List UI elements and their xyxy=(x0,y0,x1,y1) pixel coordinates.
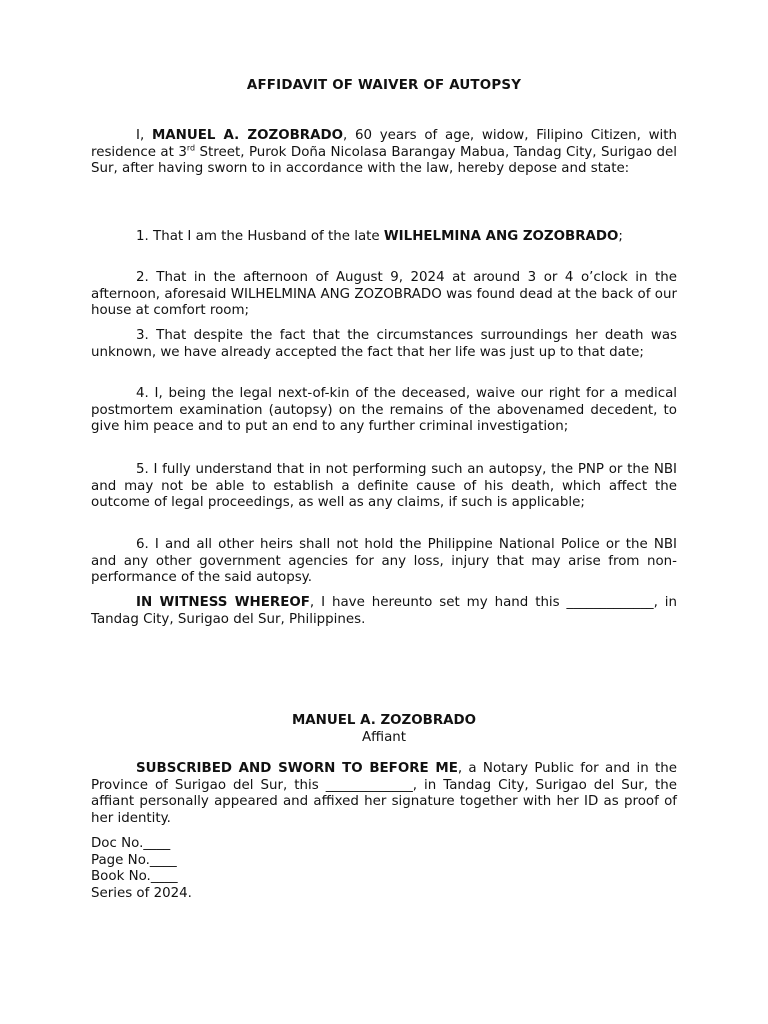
intro-text-1: I, xyxy=(136,128,152,143)
ordinal-superscript: rd xyxy=(186,143,196,153)
series-year: Series of 2024. xyxy=(91,886,192,902)
item-2: 2. That in the afternoon of August 9, 2024 at around 3 or 4 o’clock in the afternoon, aforesaid WILHELMINA ANG ZOZOBRADO was found dead at the back of our house at comfort room; xyxy=(91,270,677,319)
notarial-register xyxy=(91,836,192,903)
affiant-name-intro: MANUEL A. ZOZOBRADO xyxy=(151,128,343,143)
item-3: 3. That despite the fact that the circumstances surroundings her death was unknown, we have already accepted the fact that her life was just up to that date; xyxy=(91,328,677,360)
item-1-end: ; xyxy=(618,229,623,244)
jurat-paragraph xyxy=(91,761,677,827)
intro-text-3: Street, Purok Doña Nicolasa Barangay Mabua, Tandag City, Surigao del Sur, after having sworn to in accordance with the law, hereby depose and state: xyxy=(91,144,677,177)
item-4: 4. I, being the legal next-of-kin of the deceased, waive our right for a medical postmortem examination (autopsy) on the remains of the abovenamed decedent, to give him peace and to put an end to any further criminal investigation; xyxy=(91,386,677,435)
item-1-text: 1. That I am the Husband of the late xyxy=(136,229,384,244)
witness-paragraph xyxy=(91,595,677,628)
document-title: AFFIDAVIT OF WAIVER OF AUTOPSY xyxy=(246,78,522,93)
book-number: Book No.____ xyxy=(91,869,178,885)
jurat-heading: SUBSCRIBED AND SWORN TO BEFORE ME xyxy=(136,761,458,776)
signature-name: MANUEL A. ZOZOBRADO xyxy=(291,713,477,728)
witness-heading: IN WITNESS WHEREOF xyxy=(136,595,310,610)
item-1 xyxy=(91,229,677,246)
signature-role: Affiant xyxy=(361,730,407,745)
page-number: Page No.____ xyxy=(91,852,177,868)
item-6: 6. I and all other heirs shall not hold the Philippine National Police or the NBI and any other government agencies for any loss, injury that may arise from non-performance of the said autopsy. xyxy=(91,537,677,586)
intro-text-2: , 60 years of age, widow, Filipino Citizen, with residence at 3 xyxy=(91,128,677,160)
intro-paragraph xyxy=(91,128,677,178)
doc-number: Doc No.____ xyxy=(91,836,171,851)
jurat-text: , a Notary Public for and in the Province of Surigao del Sur, this _____________, in Tandag City, Surigao del Sur, the affiant personally appeared and affixed her signature together with her ID as proof of her identity. xyxy=(91,761,677,826)
item-5: 5. I fully understand that in not performing such an autopsy, the PNP or the NBI and may not be able to establish a definite cause of his death, which affect the outcome of legal proceedings, as well as any claims, if such is applicable; xyxy=(91,462,677,511)
witness-text: , I have hereunto set my hand this _____________, in Tandag City, Surigao del Sur, Philippines. xyxy=(91,595,677,627)
deceased-name: WILHELMINA ANG ZOZOBRADO xyxy=(383,229,619,244)
